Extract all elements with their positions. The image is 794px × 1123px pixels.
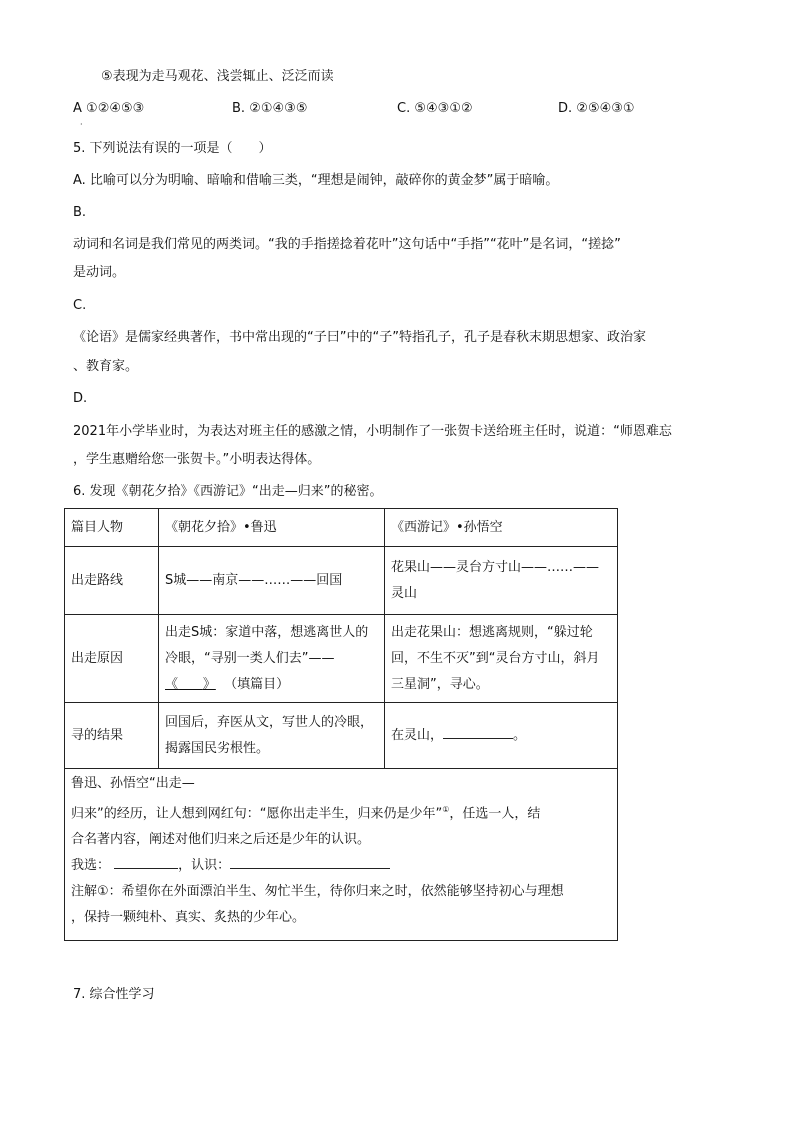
- prompt-line1: 鲁迅、孙悟空“出走—: [71, 776, 195, 791]
- understanding-blank[interactable]: [230, 854, 390, 869]
- table-row: [65, 703, 618, 769]
- note-mark: ①: [442, 805, 450, 814]
- q5-option-c-line1: 《论语》是儒家经典著作，书中常出现的“子曰”中的“子”特指孔子，孔子是春秋末期思想家、政治家: [73, 330, 646, 345]
- note-line2: ，保持一颗纯朴、真实、炙热的少年心。: [71, 910, 306, 926]
- row-label: 出走原因: [65, 615, 159, 703]
- essay-title-blank[interactable]: 《 》: [165, 676, 216, 692]
- q5-stem: 5. 下列说法有误的一项是（ ）: [73, 141, 272, 156]
- answer-line: 我选： ，认识：: [71, 853, 611, 879]
- q5-option-b-label: B.: [73, 205, 87, 220]
- luxun-reason-text: 出走S城：家道中落，想逃离世人的冷眼，“寻别一类人们去”——: [165, 624, 369, 666]
- wukong-result: 在灵山， 。: [385, 703, 618, 769]
- q5-option-b-line1: 动词和名词是我们常见的两类词。“我的手指搓捻着花叶”这句话中“手指”“花叶”是名词，“搓捻”: [73, 237, 621, 252]
- prompt-line3: 合名著内容，阐述对他们归来之后还是少年的认识。: [71, 832, 371, 848]
- q7-stem: 7. 综合性学习: [73, 987, 155, 1002]
- q5-option-c-line2: 、教育家。: [73, 359, 139, 374]
- essay-prompt-cell: [65, 769, 618, 941]
- q5-option-d-line1: 2021年小学毕业时，为表达对班主任的感激之情，小明制作了一张贺卡送给班主任时，说道：“师恩难忘: [73, 424, 672, 439]
- q5-option-a: A. 比喻可以分为明喻、暗喻和借喻三类，“理想是闹钟，敲碎你的黄金梦”属于暗喻。: [73, 173, 559, 188]
- option-c: C. ⑤④③①②: [397, 101, 473, 116]
- q5-option-d-line2: ，学生惠赠给您一张贺卡。”小明表达得体。: [73, 452, 321, 467]
- prompt-line2: 归来”的经历，让人想到网红句：“愿你出走半生，归来仍是少年”①，任选一人，结: [71, 805, 541, 822]
- table-header-row: [65, 509, 618, 547]
- wukong-reason: 出走花果山：想逃离规则，“躲过轮回，不生不灭”到“灵台方寸山，斜月三星洞”，寻心。: [385, 615, 618, 703]
- stray-dot: ·: [80, 120, 83, 129]
- header-cell: 《西游记》•孙悟空: [385, 509, 618, 547]
- item-5-line: ⑤表现为走马观花、浅尝辄止、泛泛而读: [101, 69, 334, 84]
- q5-option-c-label: C.: [73, 298, 87, 313]
- table-row: [65, 547, 618, 615]
- option-d: D. ②⑤④③①: [558, 101, 635, 116]
- row-label: 寻的结果: [65, 703, 159, 769]
- option-a: A ①②④⑤③: [73, 101, 145, 116]
- table-row: [65, 615, 618, 703]
- q6-table: [64, 508, 618, 941]
- q5-option-b-line2: 是动词。: [73, 265, 126, 280]
- fill-hint: （填篇目）: [224, 676, 290, 692]
- choose-blank[interactable]: [114, 854, 178, 869]
- header-cell: 篇目人物: [65, 509, 159, 547]
- option-b: B. ②①④③⑤: [232, 101, 308, 116]
- q5-option-d-label: D.: [73, 391, 88, 406]
- row-label: 出走路线: [65, 547, 159, 615]
- header-cell: 《朝花夕拾》•鲁迅: [159, 509, 385, 547]
- luxun-route: S城——南京——……——回国: [159, 547, 385, 615]
- luxun-reason: [159, 615, 385, 703]
- note-line1: 注解①：希望你在外面漂泊半生、匆忙半生，待你归来之时，依然能够坚持初心与理想: [71, 884, 564, 900]
- q6-stem: 6. 发现《朝花夕拾》《西游记》“出走—归来”的秘密。: [73, 484, 383, 499]
- result-answer-blank[interactable]: [443, 724, 513, 739]
- table-row-bottom: [65, 769, 618, 941]
- wukong-route: 花果山——灵台方寸山——……——灵山: [385, 547, 618, 615]
- luxun-result: 回国后，弃医从文，写世人的冷眼，揭露国民劣根性。: [159, 703, 385, 769]
